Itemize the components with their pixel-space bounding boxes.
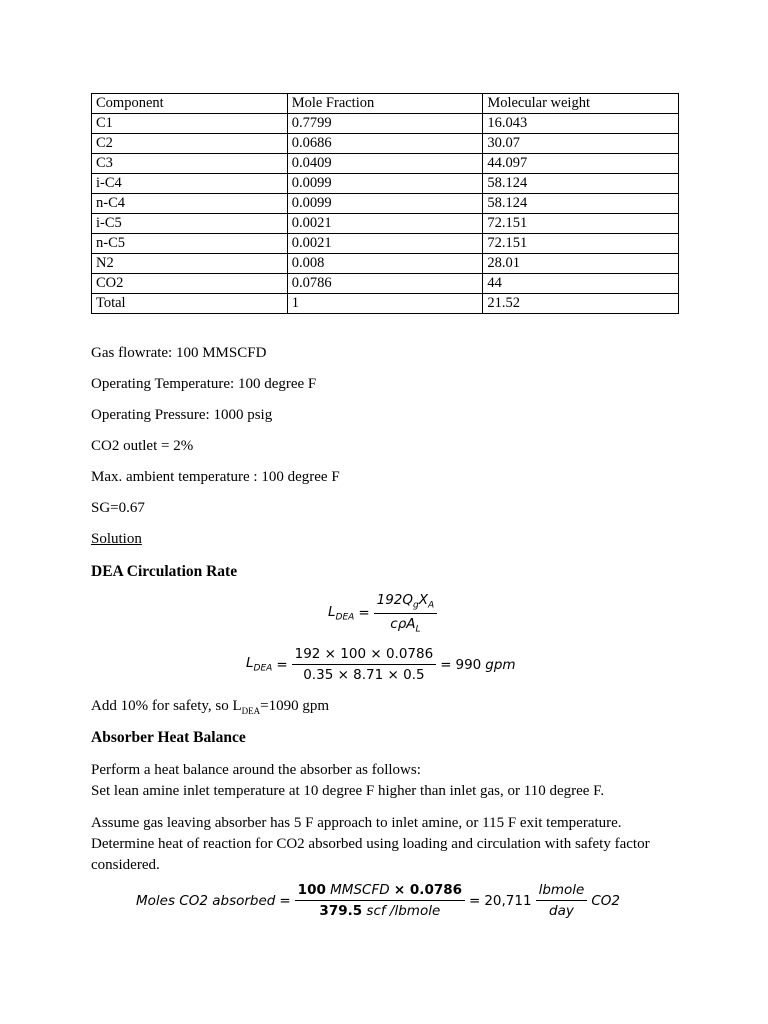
eq3-unit-fraction: $\frac{\text{lbmole}}{\text{day}}$ <box>536 882 588 919</box>
cell: i-C4 <box>92 174 288 194</box>
header-mole-fraction: Mole Fraction <box>287 94 483 114</box>
cell: 58.124 <box>483 174 679 194</box>
eq1-fraction: $\frac{192Q_gX_A}{c\rho A_L}$ <box>374 592 438 634</box>
eq3-fraction: $\frac{\text{100 MMSCFD × 0.0786}}{\text{379.5 scf /lbmole}}$ <box>295 882 465 919</box>
cell: C1 <box>92 114 288 134</box>
cell: 72.151 <box>483 214 679 234</box>
absorber-heat-balance-heading: Absorber Heat Balance <box>91 729 246 746</box>
cell: 1 <box>287 294 483 314</box>
eq3-equals: = <box>279 892 291 909</box>
cell: 44.097 <box>483 154 679 174</box>
eq2-fraction: $\frac{192 \times 100 \times 0.0786}{0.35 \times 8.71 \times 0.5}$ <box>292 646 437 683</box>
eq3-equals-2: = <box>469 892 481 909</box>
cell: n-C5 <box>92 234 288 254</box>
eq1-lhs: $L_{DEA}$ <box>328 603 355 623</box>
eq1-equals: = <box>358 605 370 622</box>
operating-pressure-text: Operating Pressure: 1000 psig <box>91 407 273 423</box>
cell: 21.52 <box>483 294 679 314</box>
cell: n-C4 <box>92 194 288 214</box>
cell: 0.0686 <box>287 134 483 154</box>
dea-formula-equation <box>326 592 439 634</box>
table-row <box>92 134 679 154</box>
table-row <box>92 174 679 194</box>
cell: 16.043 <box>483 114 679 134</box>
table-row <box>92 214 679 234</box>
gas-flowrate-text: Gas flowrate: 100 MMSCFD <box>91 345 267 361</box>
solution-label: Solution <box>91 531 142 547</box>
eq2-unit: gpm <box>485 656 516 673</box>
cell: 44 <box>483 274 679 294</box>
table-row <box>92 234 679 254</box>
heat-balance-paragraph-1: Perform a heat balance around the absorber as follows: Set lean amine inlet temperature at 10 degree F higher than inlet gas, or 110 degree F. <box>91 762 605 799</box>
cell: 0.0021 <box>287 234 483 254</box>
cell: i-C5 <box>92 214 288 234</box>
cell: 58.124 <box>483 194 679 214</box>
eq2-lhs: $L_{DEA}$ <box>246 655 273 674</box>
cell: 72.151 <box>483 234 679 254</box>
table-row <box>92 154 679 174</box>
cell: 28.01 <box>483 254 679 274</box>
table-row-total <box>92 294 679 314</box>
cell: 0.008 <box>287 254 483 274</box>
safety-text: Add 10% for safety, so $L_{DEA}=1090$ gpm <box>91 698 330 716</box>
co2-outlet-text: CO2 outlet = 2% <box>91 438 194 454</box>
table-header-row <box>92 94 679 114</box>
cell: Total <box>92 294 288 314</box>
cell: 0.7799 <box>287 114 483 134</box>
cell: 30.07 <box>483 134 679 154</box>
cell: C3 <box>92 154 288 174</box>
header-molecular-weight: Molecular weight <box>483 94 679 114</box>
header-component: Component <box>92 94 288 114</box>
max-ambient-temperature-text: Max. ambient temperature : 100 degree F <box>91 469 340 485</box>
table-row <box>92 254 679 274</box>
cell: CO2 <box>92 274 288 294</box>
eq2-equals-2: = <box>440 656 452 673</box>
eq2-equals: = <box>276 656 288 673</box>
composition-table <box>91 93 679 314</box>
cell: 0.0786 <box>287 274 483 294</box>
operating-temperature-text: Operating Temperature: 100 degree F <box>91 376 317 392</box>
dea-calculation-equation <box>244 646 518 683</box>
eq3-lhs: Moles CO2 absorbed <box>136 892 276 909</box>
moles-co2-absorbed-equation <box>134 882 622 919</box>
dea-circulation-heading: DEA Circulation Rate <box>91 563 238 580</box>
heat-balance-paragraph-2: Assume gas leaving absorber has 5 F approach to inlet amine, or 115 F exit temperature. Determine heat of reaction for CO2 absorbed using loading and circulation with safety factor considered. <box>91 815 650 873</box>
cell: 0.0021 <box>287 214 483 234</box>
table-row <box>92 114 679 134</box>
eq3-result: 20,711 <box>484 892 532 909</box>
cell: C2 <box>92 134 288 154</box>
eq2-result: 990 <box>455 656 482 673</box>
cell: 0.0099 <box>287 174 483 194</box>
cell: 0.0099 <box>287 194 483 214</box>
cell: N2 <box>92 254 288 274</box>
table-row <box>92 274 679 294</box>
eq3-unit-tail: CO2 <box>591 892 621 909</box>
table-row <box>92 194 679 214</box>
specific-gravity-text: SG=0.67 <box>91 500 145 516</box>
cell: 0.0409 <box>287 154 483 174</box>
